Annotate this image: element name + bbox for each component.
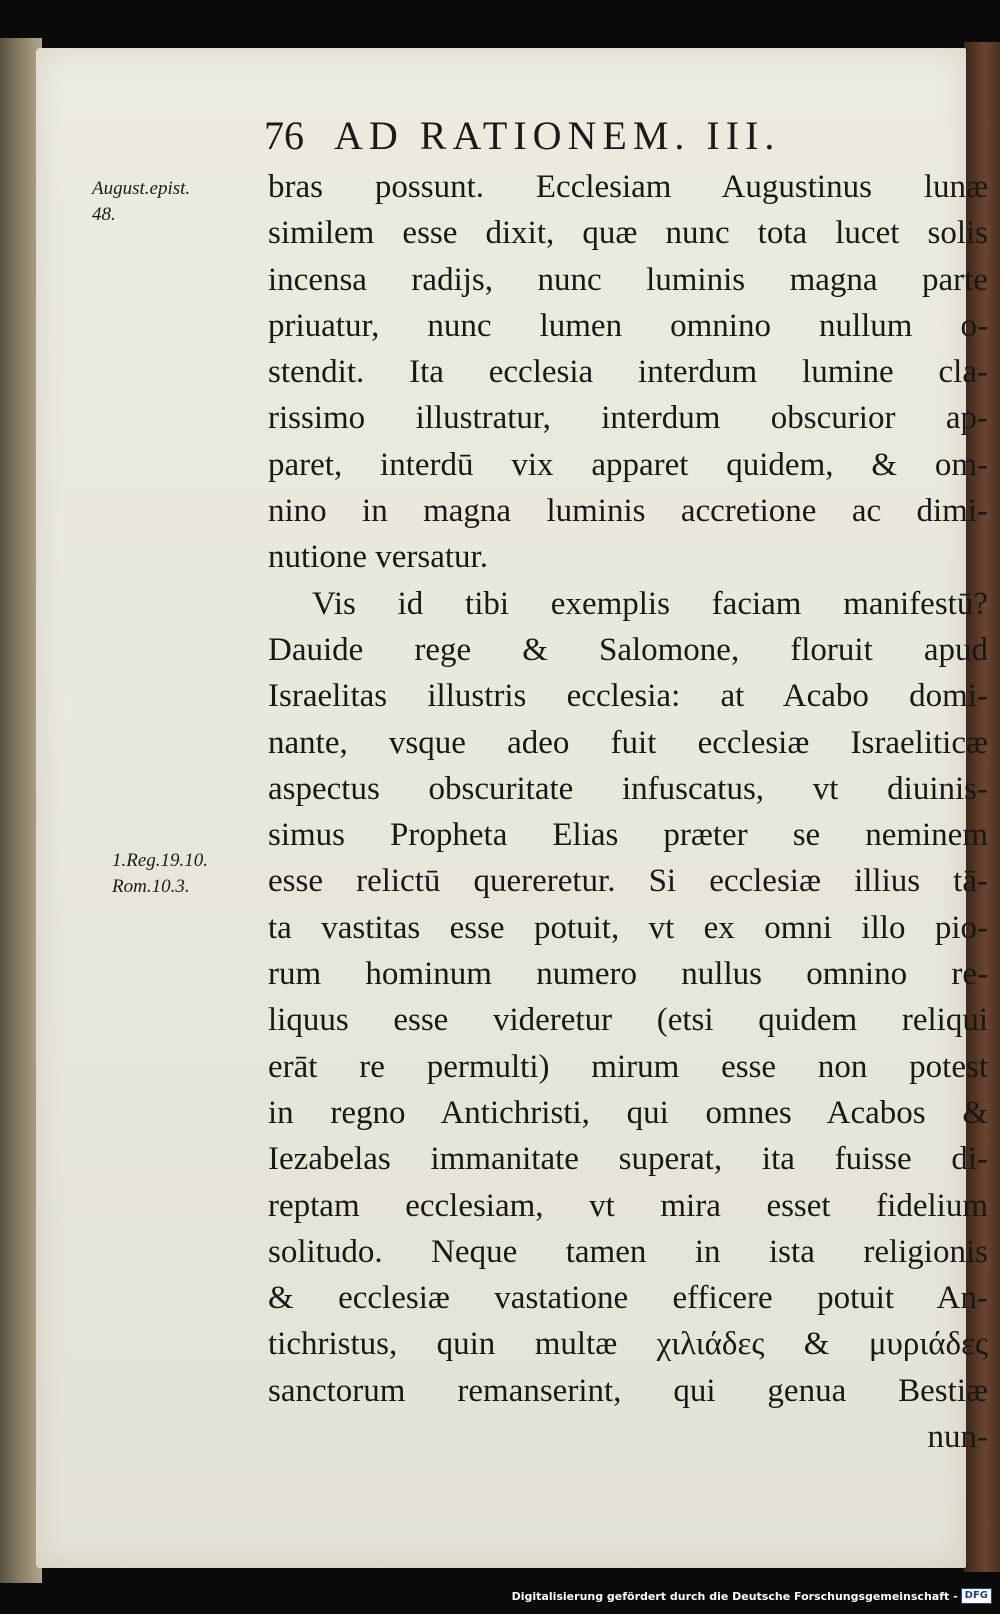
text-line: nante, vsque adeo fuit ecclesiæ Israeliticæ <box>268 724 988 761</box>
catchword: nun- <box>927 1419 988 1456</box>
text-line: sanctorum remanserint, qui genua Bestiæ <box>268 1372 988 1409</box>
marginal-note-line: 1.Reg.19.10. <box>112 850 209 871</box>
text-line: erāt re permulti) mirum esse non potest <box>268 1048 988 1085</box>
text-line: ta vastitas esse potuit, vt ex omni illo pio- <box>268 909 988 946</box>
marginal-note <box>92 176 190 228</box>
text-line: Vis id tibi exemplis faciam manifestū? <box>312 585 988 622</box>
text-line: liquus esse videretur (etsi quidem reliqui <box>268 1002 988 1039</box>
page-number: 76 <box>264 113 304 158</box>
text-line: reptam ecclesiam, vt mira esset fidelium <box>268 1187 988 1224</box>
text-line: solitudo. Neque tamen in ista religionis <box>268 1233 988 1270</box>
text-line: incensa radijs, nunc luminis magna parte <box>268 261 988 298</box>
text-line: nino in magna luminis accretione ac dimi- <box>268 493 988 530</box>
marginal-note-line: August.epist. <box>92 178 191 199</box>
text-line: bras possunt. Ecclesiam Augustinus lunæ <box>268 169 988 205</box>
text-line: similem esse dixit, quæ nunc tota lucet solis <box>268 215 988 252</box>
body-text <box>268 164 988 1460</box>
text-line: rum hominum numero nullus omnino re- <box>268 956 988 993</box>
running-head <box>264 112 780 159</box>
marginal-note-line: 48. <box>92 204 116 225</box>
text-line: simus Propheta Elias præter se neminem <box>268 817 988 854</box>
funding-credit-text: Digitalisierung gefördert durch die Deutsche Forschungsgemeinschaft - <box>511 1589 958 1603</box>
text-line: priuatur, nunc lumen omnino nullum o- <box>268 307 988 344</box>
text-line: nutione versatur. <box>268 539 488 576</box>
text-line: Israelitas illustris ecclesia: at Acabo domi- <box>268 678 988 715</box>
marginal-note-line: Rom.10.3. <box>112 876 190 897</box>
text-line: Iezabelas immanitate superat, ita fuisse di- <box>268 1141 988 1178</box>
book-page <box>36 48 988 1568</box>
text-line: tichristus, quin multæ χιλιάδες & μυριάδες <box>268 1326 988 1363</box>
text-line: stendit. Ita ecclesia interdum lumine cla- <box>268 354 988 391</box>
marginal-note <box>112 848 208 900</box>
running-title: AD RATIONEM. III. <box>334 113 781 158</box>
funding-credit <box>512 1586 992 1606</box>
text-line: aspectus obscuritate infuscatus, vt diuinis- <box>268 770 988 807</box>
dfg-logo: DFG <box>961 1588 992 1604</box>
text-line: paret, interdū vix apparet quidem, & om- <box>268 446 988 483</box>
book-scan <box>0 38 1000 1583</box>
text-line: Dauide rege & Salomone, floruit apud <box>268 631 988 668</box>
text-line: & ecclesiæ vastatione efficere potuit An- <box>268 1280 988 1317</box>
text-line: esse relictū quereretur. Si ecclesiæ illius tā- <box>268 863 988 900</box>
text-line: rissimo illustratur, interdum obscurior ap- <box>268 400 988 437</box>
text-line: in regno Antichristi, qui omnes Acabos & <box>268 1094 988 1131</box>
